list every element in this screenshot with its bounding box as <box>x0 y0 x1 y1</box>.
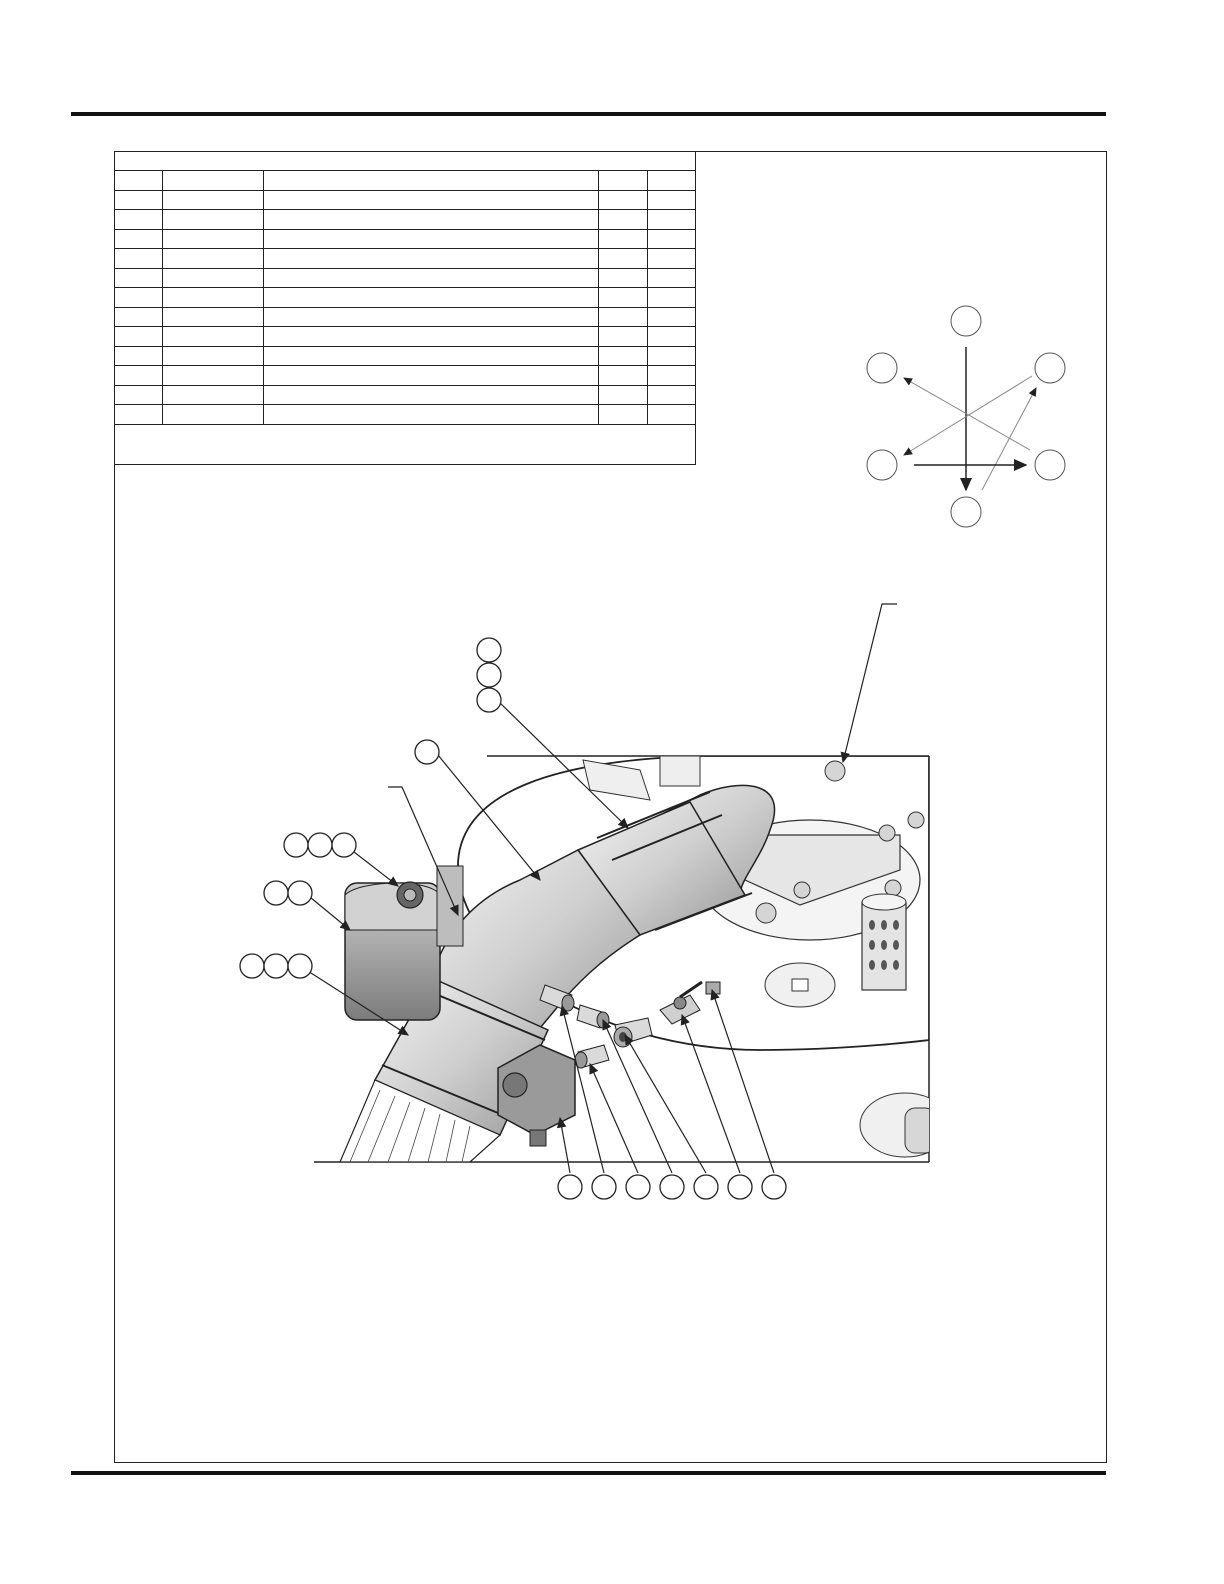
callout-balloon <box>288 954 312 978</box>
pressure-switch-fitting <box>530 1130 546 1146</box>
callout-balloon <box>728 1175 752 1199</box>
callout-balloon <box>477 638 501 662</box>
bolt <box>825 761 845 781</box>
callout-balloon <box>477 663 501 687</box>
callout-balloon <box>264 954 288 978</box>
callout-balloon <box>415 740 439 764</box>
sequence-circle-1 <box>951 306 981 336</box>
callout-balloon <box>308 833 332 857</box>
bolt <box>756 903 776 923</box>
callout-balloon <box>477 688 501 712</box>
sequence-arrow-6-3 <box>982 388 1036 490</box>
leader-line <box>305 893 350 930</box>
sequence-circle-2 <box>867 353 897 383</box>
sequence-arrow-3-4 <box>904 376 1032 455</box>
port-plug <box>792 979 808 991</box>
leader-line <box>843 604 897 762</box>
callout-balloon <box>558 1175 582 1199</box>
callout-balloon <box>626 1175 650 1199</box>
sequence-circle-5 <box>1035 450 1065 480</box>
assembly-view <box>240 604 950 1199</box>
callout-balloon <box>762 1175 786 1199</box>
callout-balloon <box>288 881 312 905</box>
sequence-circle-4 <box>867 450 897 480</box>
callout-balloon <box>592 1175 616 1199</box>
callout-balloon <box>240 954 264 978</box>
callout-balloon <box>660 1175 684 1199</box>
bolt <box>879 825 895 841</box>
callout-balloon <box>694 1175 718 1199</box>
reservoir-cap-center <box>404 889 416 901</box>
sequence-circle-6 <box>951 497 981 527</box>
callout-balloon <box>332 833 356 857</box>
strainer-top <box>862 894 906 910</box>
rear-mount <box>660 756 700 786</box>
pressure-switch-gauge <box>503 1073 527 1097</box>
callout-balloon <box>264 881 288 905</box>
reservoir-bracket <box>437 866 463 946</box>
torque-sequence-diagram <box>867 306 1065 527</box>
leader-line <box>560 1118 570 1173</box>
pipe-nipple-3 <box>575 1045 609 1068</box>
sequence-circle-3 <box>1035 353 1065 383</box>
leader-line <box>625 1035 706 1173</box>
strainer-holes <box>869 920 899 970</box>
reservoir-top <box>345 883 440 930</box>
callout-balloon <box>284 833 308 857</box>
bolt <box>794 882 810 898</box>
bolt <box>908 812 924 828</box>
lower-port-pipe <box>905 1108 935 1153</box>
